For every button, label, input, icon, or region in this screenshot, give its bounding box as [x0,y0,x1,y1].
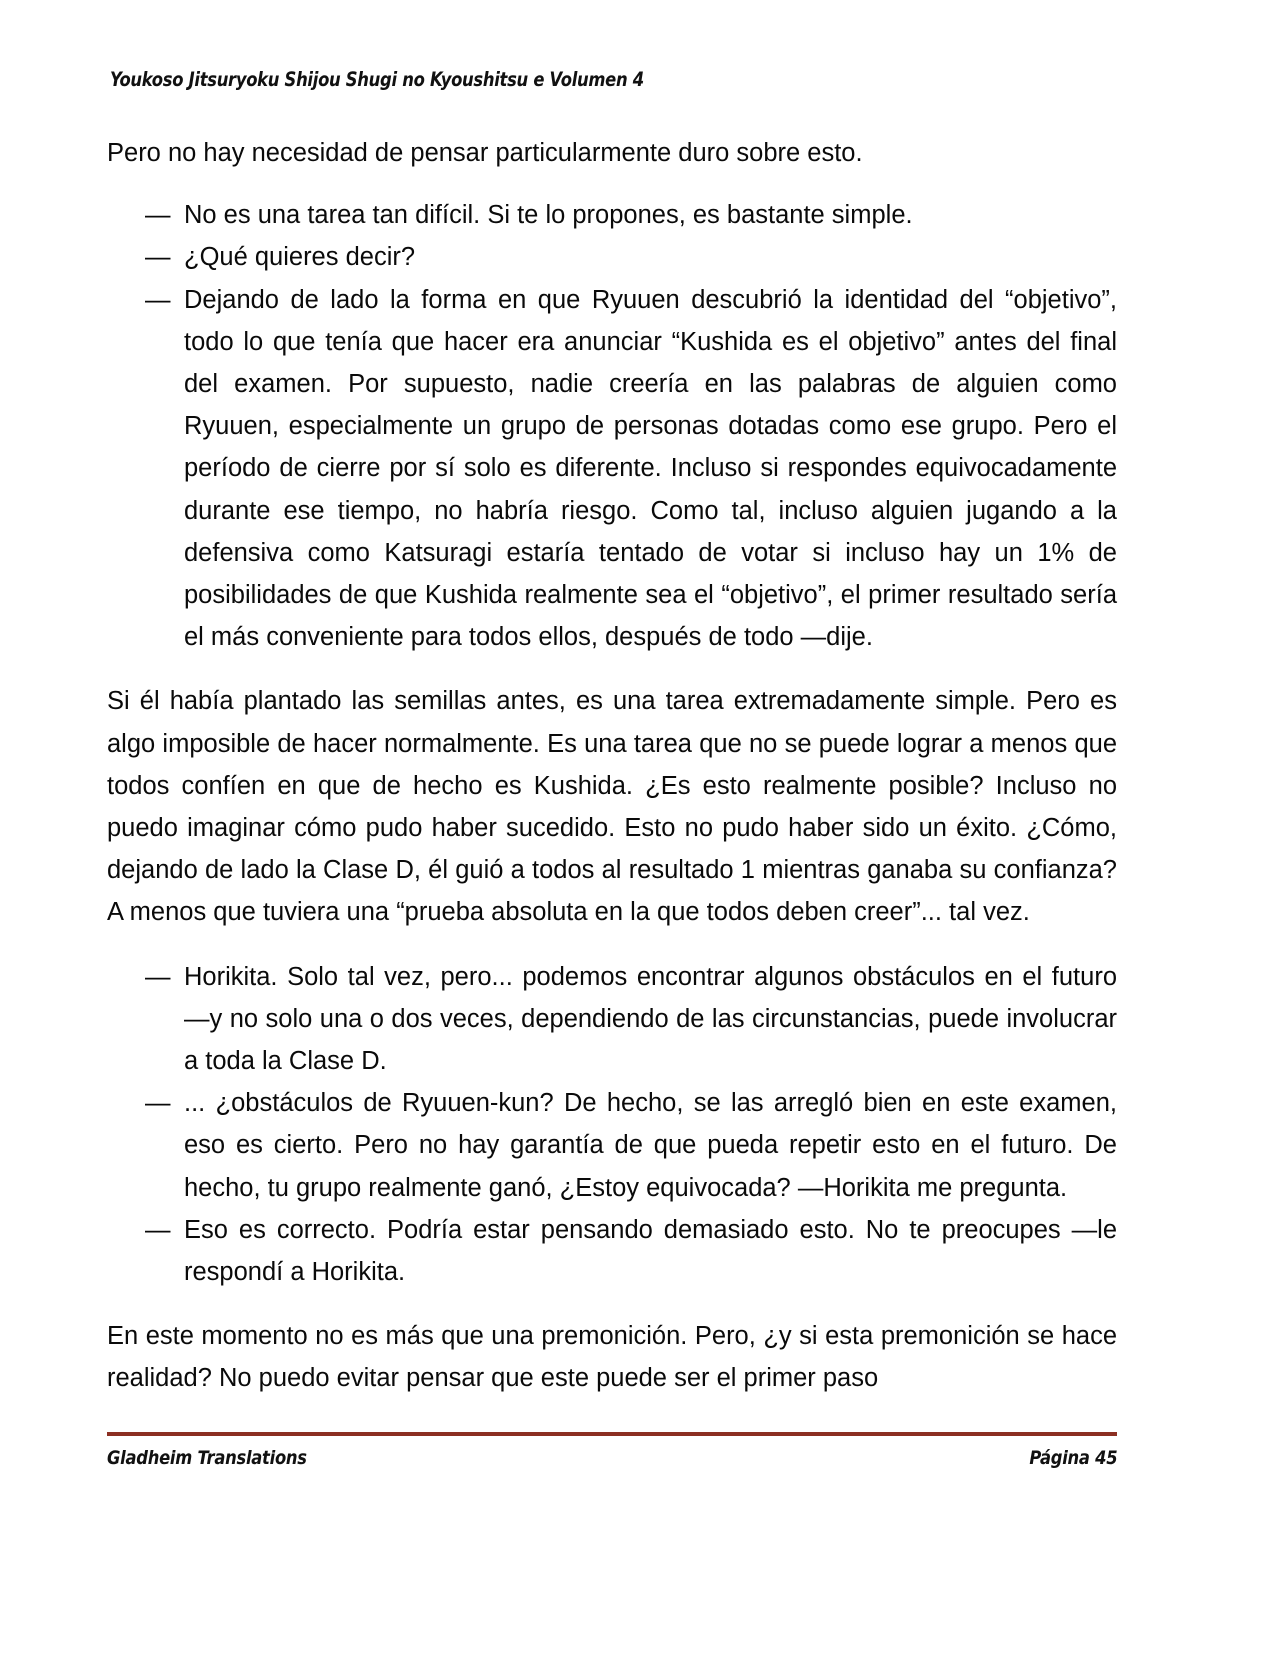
spacer [107,174,1117,194]
dialogue-text: Dejando de lado la forma en que Ryuuen descubrió la identidad del “objetivo”, todo lo que tenía que hacer era anunciar “Kushida es el objetivo” antes del final del examen. Por supuesto, nadie creería en las palabras de alguien como Ryuuen, especialmente un grupo de personas dotadas como ese grupo. Pero el período de cierre por sí solo es diferente. Incluso si respondes equivocadamente durante ese tiempo, no habría riesgo. Como tal, incluso alguien jugando a la defensiva como Katsuragi estaría tentado de votar si incluso hay un 1% de posibilidades de que Kushida realmente sea el “objetivo”, el primer resultado sería el más conveniente para todos ellos, después de todo —dije. [184,285,1117,652]
paragraph-closing: En este momento no es más que una premonición. Pero, ¿y si esta premonición se hace realidad? No puedo evitar pensar que este puede ser el primer paso [107,1322,1117,1393]
page-content [107,132,1117,1400]
em-dash-marker: — [145,962,171,991]
dialogue-block-one [107,194,1117,658]
em-dash-marker: — [145,285,171,314]
spacer [107,1293,1117,1315]
dialogue-text: Horikita. Solo tal vez, pero... podemos encontrar algunos obstáculos en el futuro —y no solo una o dos veces, dependiendo de las circunstancias, puede involucrar a toda la Clase D. [184,962,1117,1076]
dialogue-line [145,194,1117,236]
dialogue-text: No es una tarea tan difícil. Si te lo propones, es bastante simple. [184,201,913,230]
dialogue-text: ¿Qué quieres decir? [184,243,416,272]
footer-page-number: Página 45 [1028,1447,1117,1469]
dialogue-line [145,956,1117,1083]
em-dash-marker: — [145,201,171,230]
em-dash-marker: — [145,1215,171,1244]
dialogue-line [145,1209,1117,1293]
paragraph-analysis: Si él había plantado las semillas antes, es una tarea extremadamente simple. Pero es algo imposible de hacer normalmente. Es una tarea que no se puede lograr a menos que todos confíen en que de hecho es Kushida. ¿Es esto realmente posible? Incluso no puedo imaginar cómo pudo haber sucedido. Esto no pudo haber sido un éxito. ¿Cómo, dejando de lado la Clase D, él guió a todos al resultado 1 mientras ganaba su confianza? A menos que tuviera una “prueba absoluta en la que todos deben creer”... tal vez. [107,687,1117,927]
page-footer [107,1447,1117,1469]
running-header-title: Youkoso Jitsuryoku Shijou Shugi no Kyoushitsu e Volumen 4 [110,68,644,91]
paragraph-intro: Pero no hay necesidad de pensar particularmente duro sobre esto. [107,139,863,167]
em-dash-marker: — [145,1089,171,1118]
dialogue-line [145,279,1117,659]
spacer [107,658,1117,680]
dialogue-text: ... ¿obstáculos de Ryuuen-kun? De hecho, se las arregló bien en este examen, eso es cierto. Pero no hay garantía de que pueda repetir esto en el futuro. De hecho, tu grupo realmente ganó, ¿Estoy equivocada? —Horikita me pregunta. [184,1089,1117,1202]
dialogue-line [145,236,1117,278]
dialogue-line [145,1082,1117,1209]
dialogue-text: Eso es correcto. Podría estar pensando demasiado esto. No te preocupes —le respondí a Horikita. [184,1215,1117,1287]
footer-translator-credit: Gladheim Translations [107,1447,307,1469]
footer-divider [107,1432,1117,1436]
dialogue-block-two [107,956,1117,1294]
spacer [107,934,1117,956]
em-dash-marker: — [145,243,171,272]
